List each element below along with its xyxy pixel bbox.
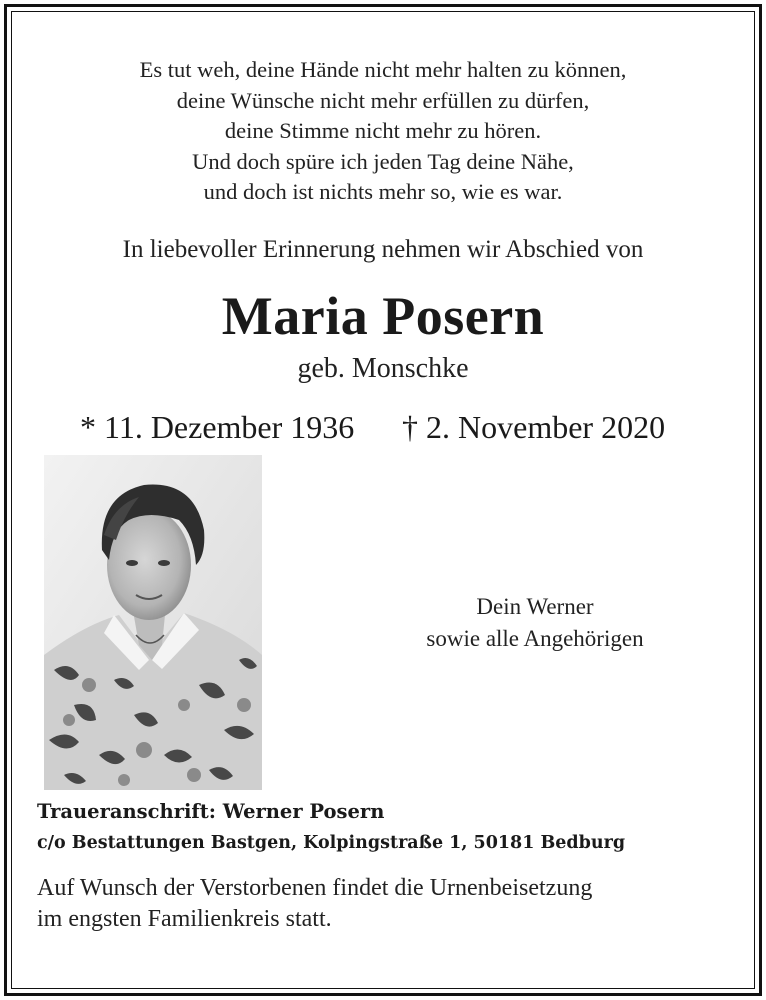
address-line-street: c/o Bestattungen Bastgen, Kolpingstraße 1, 50181 Bedburg xyxy=(37,833,626,853)
address-line-name: Traueranschrift: Werner Posern xyxy=(37,800,385,823)
signature xyxy=(330,591,740,655)
poem-line: deine Wünsche nicht mehr erfüllen zu dürfen, xyxy=(176,87,590,113)
birth-name: geb. Monschke xyxy=(297,353,469,384)
poem-line: und doch ist nichts mehr so, wie es war. xyxy=(203,179,563,204)
notice-line: Auf Wunsch der Verstorbenen findet die Urnenbeisetzung xyxy=(37,875,593,901)
birth-date: * 11. Dezember 1936 xyxy=(80,409,355,445)
poem xyxy=(20,55,746,208)
deceased-name: Maria Posern xyxy=(221,286,545,346)
poem-line: deine Stimme nicht mehr zu hören. xyxy=(224,118,542,143)
death-date: † 2. November 2020 xyxy=(402,409,666,445)
poem-line: Es tut weh, deine Hände nicht mehr halten zu können, xyxy=(139,57,627,82)
notice-line: im engsten Familienkreis statt. xyxy=(37,906,332,932)
signature-line: sowie alle Angehörigen xyxy=(426,626,644,651)
mourning-address xyxy=(37,797,625,859)
burial-notice xyxy=(37,873,737,935)
signature-line: Dein Werner xyxy=(476,594,594,619)
poem-line: Und doch spüre ich jeden Tag deine Nähe, xyxy=(192,148,574,174)
intro-text: In liebevoller Erinnerung nehmen wir Abschied von xyxy=(122,236,644,263)
portrait-photo xyxy=(44,455,262,790)
